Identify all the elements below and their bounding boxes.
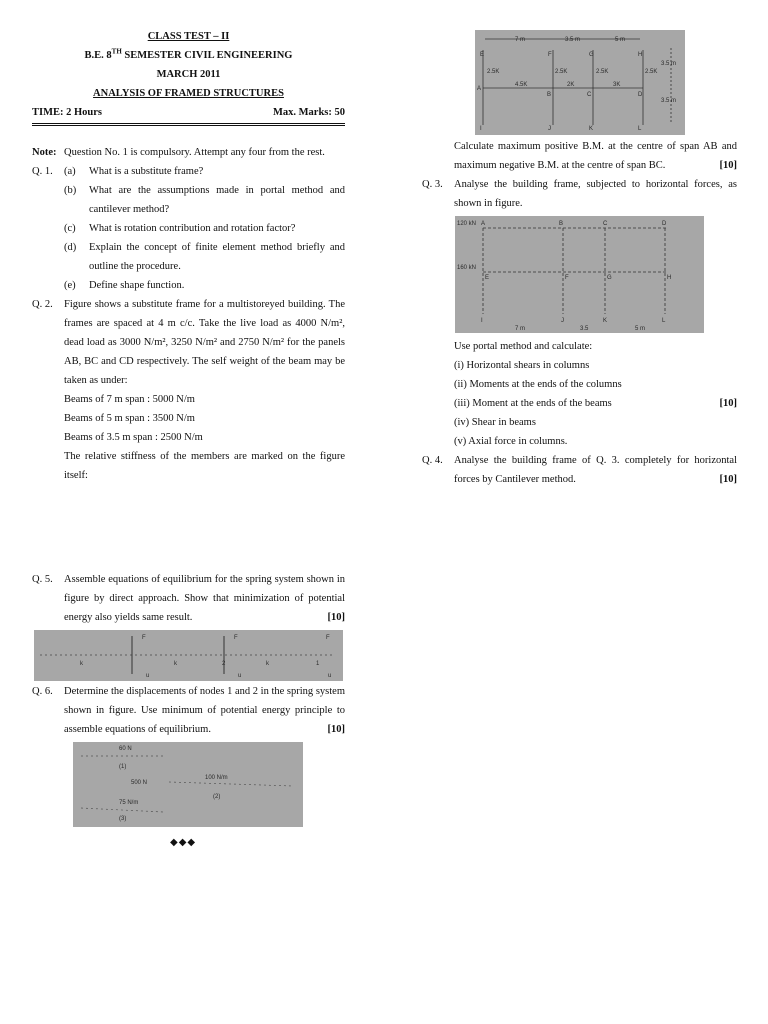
- note: Note: Question No. 1 is compulsory. Attempt any four from the rest.: [32, 147, 325, 158]
- svg-text:(2): (2): [213, 794, 221, 800]
- svg-text:1: 1: [316, 661, 320, 667]
- spring-system-figure-q5: [34, 630, 343, 681]
- svg-text:120 kN: 120 kN: [457, 221, 477, 227]
- time-marks-bar: [32, 103, 345, 126]
- svg-text:B: B: [547, 92, 552, 98]
- q5-marks: [10]: [327, 612, 345, 623]
- svg-text:k: k: [266, 661, 269, 667]
- q2-beam-7m: Beams of 7 m span : 5000 N/m: [64, 394, 195, 405]
- q1-part-e: (e) Define shape function.: [64, 280, 185, 291]
- svg-text:60 N: 60 N: [119, 746, 132, 752]
- question-1: Q. 1. (a) What is a substitute frame? (b) What are the assumptions made in portal method and cantilever method? (c) What is rotation contribution and rotation factor? (d) Explain the concept of finite element method briefly and outline the procedure. (e) Define shape function.: [32, 162, 345, 295]
- question-5: Q. 5. Assemble equations of equilibrium for the spring system shown in figure by direct approach. Show that minimization of potential energy also yields same result. [10]: [32, 570, 345, 627]
- svg-text:u: u: [146, 673, 150, 679]
- q2-marks: [10]: [719, 160, 737, 171]
- svg-text:2: 2: [222, 661, 226, 667]
- q2-continuation: Calculate maximum positive B.M. at the centre of span AB and maximum negative B.M. at the centre of span BC. [10]: [422, 137, 737, 175]
- svg-text:A: A: [477, 86, 482, 92]
- svg-text:7 m: 7 m: [515, 37, 526, 43]
- svg-text:u: u: [328, 673, 332, 679]
- svg-text:I: I: [480, 126, 482, 132]
- svg-text:F: F: [565, 275, 569, 281]
- left-lower-column: [32, 570, 345, 627]
- q4-marks: [10]: [719, 474, 737, 485]
- building-frame-figure: [455, 216, 704, 333]
- q2-beam-3-5m: Beams of 3.5 m span : 2500 N/m: [64, 432, 203, 443]
- q3-intro: Use portal method and calculate:: [454, 341, 593, 352]
- question-2: Q. 2. Figure shows a substitute frame for a multistoreyed building. The frames are spaced at 4 m c/c. Take the live load as 4000 N/m², dead load as 3000 N/m², 3250 N/m² and 2750 N/m² for the panels AB, BC and CD respectively. The self weight of the beam may be taken as under: Beams of 7 m span : 5000 N/m Beams of 5 m span : 3500 N/m Beams of 3.5 m span : 2500 N/m The relative stiffness of the members are marked on the figure itself:: [32, 295, 345, 485]
- svg-text:F: F: [326, 635, 330, 641]
- svg-text:C: C: [603, 221, 608, 227]
- svg-text:L: L: [662, 318, 666, 324]
- svg-text:5 m: 5 m: [615, 37, 626, 43]
- q3-item-5: (v) Axial force in columns.: [454, 436, 568, 447]
- svg-text:2.5K: 2.5K: [487, 69, 500, 75]
- svg-text:F: F: [548, 52, 552, 58]
- q6-marks: [10]: [327, 724, 345, 735]
- svg-text:7 m: 7 m: [515, 326, 526, 332]
- svg-text:4.5K: 4.5K: [515, 82, 528, 88]
- svg-text:(1): (1): [119, 764, 127, 770]
- svg-text:2.5K: 2.5K: [645, 69, 658, 75]
- q3-item-1: (i) Horizontal shears in columns: [454, 360, 590, 371]
- svg-text:B: B: [559, 221, 564, 227]
- svg-text:k: k: [174, 661, 177, 667]
- question-6: Q. 6. Determine the displacements of nodes 1 and 2 in the spring system shown in figure. Use minimum of potential energy principle to assemble equations of equilibrium. [10]: [32, 682, 345, 739]
- q3-item-4: (iv) Shear in beams: [454, 417, 536, 428]
- q2-beam-5m: Beams of 5 m span : 3500 N/m: [64, 413, 195, 424]
- svg-text:L: L: [638, 126, 642, 132]
- svg-text:100 N/m: 100 N/m: [205, 775, 228, 781]
- svg-text:K: K: [589, 126, 594, 132]
- svg-text:F: F: [234, 635, 238, 641]
- subject-title: ANALYSIS OF FRAMED STRUCTURES: [93, 88, 284, 99]
- svg-text:2.5K: 2.5K: [555, 69, 568, 75]
- q3-marks: [10]: [719, 398, 737, 409]
- svg-text:3.5 m: 3.5 m: [565, 37, 581, 43]
- svg-text:D: D: [662, 221, 667, 227]
- q2-paragraph: Figure shows a substitute frame for a multistoreyed building. The frames are spaced at 4 m c/c. Take the live load as 4000 N/m², dead load as 3000 N/m², 3250 N/m² and 2750 N/m² for the panels AB, BC and CD respectively. The self weight of the beam may be taken as under:: [64, 299, 345, 386]
- time-label: TIME: 2 Hours: [32, 107, 103, 118]
- q3-item-3: (iii) Moment at the ends of the beams [10]: [422, 394, 737, 413]
- svg-text:A: A: [481, 221, 486, 227]
- svg-text:H: H: [667, 275, 672, 281]
- svg-text:3.5 m: 3.5 m: [661, 98, 677, 104]
- course-line: B.E. 8TH SEMESTER CIVIL ENGINEERING: [84, 47, 293, 61]
- q2-stiffness-note: The relative stiffness of the members are marked on the figure itself:: [64, 451, 345, 481]
- q1-part-d: (d) Explain the concept of finite element method briefly and outline the procedure.: [64, 242, 345, 272]
- svg-text:(3): (3): [119, 816, 127, 822]
- spring-system-figure-q6: [73, 742, 303, 827]
- exam-date: MARCH 2011: [156, 69, 221, 80]
- svg-text:D: D: [638, 92, 643, 98]
- q1-part-c: (c) What is rotation contribution and rotation factor?: [64, 223, 296, 234]
- right-column-lower: [422, 337, 737, 489]
- question-3: Q. 3. Analyse the building frame, subjected to horizontal forces, as shown in figure.: [422, 179, 737, 209]
- question-4: Q. 4. Analyse the building frame of Q. 3. completely for horizontal forces by Cantilever method. [10]: [422, 451, 737, 489]
- svg-text:G: G: [607, 275, 612, 281]
- q1-part-a: (a) What is a substitute frame?: [64, 166, 204, 177]
- svg-text:2.5K: 2.5K: [596, 69, 609, 75]
- question-6-block: [32, 682, 345, 739]
- svg-text:H: H: [638, 52, 643, 58]
- exam-title: CLASS TEST – II: [147, 31, 230, 42]
- svg-text:3.5: 3.5: [580, 326, 589, 332]
- svg-text:k: k: [80, 661, 83, 667]
- substitute-frame-figure: [475, 30, 685, 135]
- svg-text:5 m: 5 m: [635, 326, 646, 332]
- q3-item-2: (ii) Moments at the ends of the columns: [454, 379, 622, 390]
- svg-text:G: G: [589, 52, 594, 58]
- svg-text:E: E: [480, 52, 485, 58]
- q1-part-b: (b) What are the assumptions made in portal method and cantilever method?: [64, 185, 345, 215]
- svg-text:J: J: [548, 126, 551, 132]
- svg-text:160 kN: 160 kN: [457, 265, 477, 271]
- svg-text:3K: 3K: [613, 82, 621, 88]
- svg-text:3.5 m: 3.5 m: [661, 61, 677, 67]
- svg-text:75 N/m: 75 N/m: [119, 800, 139, 806]
- svg-text:E: E: [485, 275, 490, 281]
- svg-text:u: u: [238, 673, 242, 679]
- svg-text:I: I: [481, 318, 483, 324]
- left-column: [32, 27, 345, 485]
- end-mark: ◆◆◆: [170, 837, 197, 848]
- svg-text:500 N: 500 N: [131, 780, 148, 786]
- svg-text:F: F: [142, 635, 146, 641]
- svg-text:2K: 2K: [567, 82, 575, 88]
- svg-text:K: K: [603, 318, 608, 324]
- max-marks-label: Max. Marks: 50: [272, 107, 345, 118]
- right-column-upper: [422, 137, 737, 213]
- svg-text:J: J: [561, 318, 564, 324]
- svg-text:C: C: [587, 92, 592, 98]
